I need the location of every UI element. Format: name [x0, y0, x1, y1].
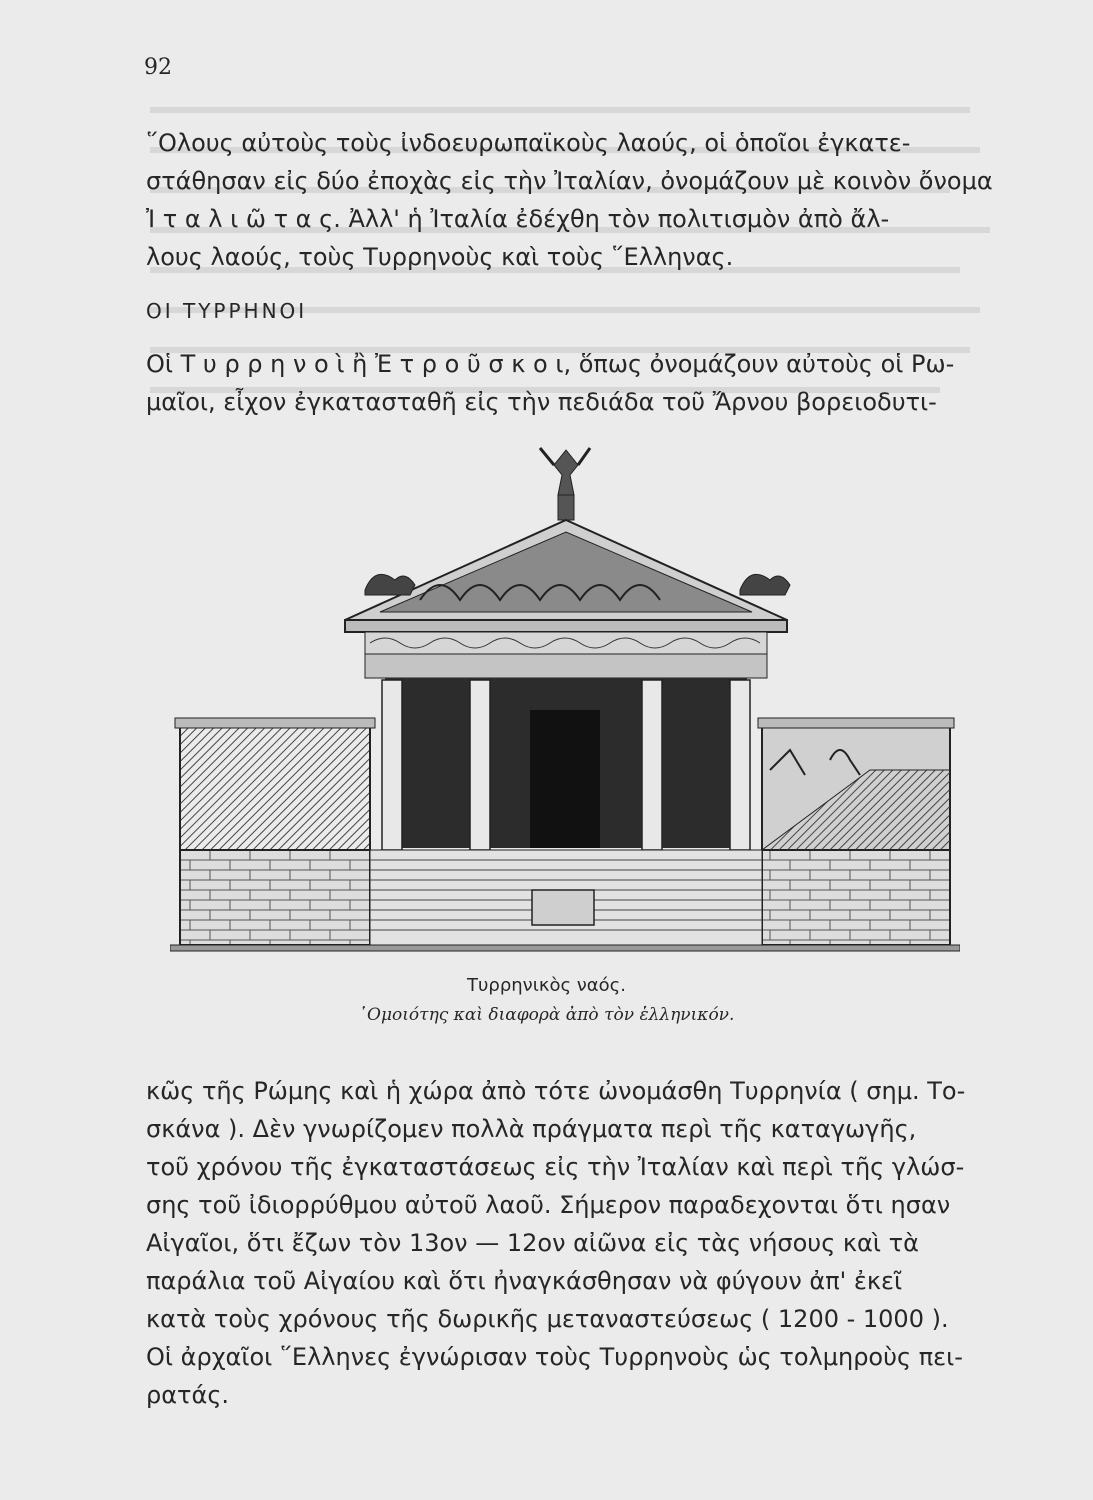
figure-caption-subtitle: ῾Ομοιότης καὶ διαφορὰ ἀπὸ τὸν ἑλληνικόν. — [358, 1005, 735, 1025]
paragraph-etruscans-intro — [146, 345, 982, 421]
text-line: Οἱ Τ υ ρ ρ η ν ο ὶ ἢ Ἐ τ ρ ο ῦ σ κ ο ι, ὅπως ὀνομάζουν αὐτοὺς οἱ Ρω- — [146, 350, 955, 378]
text-line: ρατάς. — [146, 1381, 230, 1409]
acroterion-statue — [540, 448, 590, 520]
text-line: μαῖοι, εἶχον ἐγκατασταθῆ εἰς τὴν πεδιάδα τοῦ Ἄρνου βορειοδυτι- — [146, 388, 937, 416]
text-line: Οἱ ἀρχαῖοι ῞Ελληνες ἐγνώρισαν τοὺς Τυρρηνοὺς ὡς τολμηροὺς πει- — [146, 1343, 963, 1371]
text-line: λους λαούς, τοὺς Τυρρηνοὺς καὶ τοὺς ῞Ελληνας. — [146, 243, 734, 271]
text-line: σκάνα ). Δὲν γνωρίζομεν πολλὰ πράγματα περὶ τῆς καταγωγῆς, — [146, 1115, 917, 1143]
paragraph-etruscans-origin — [146, 1072, 982, 1414]
figure-caption-title: Τυρρηνικὸς ναός. — [467, 975, 626, 996]
text-line: ῞Ολους αὐτοὺς τοὺς ἰνδοευρωπαϊκοὺς λαούς, οἱ ὁποῖοι ἐγκατε- — [146, 129, 911, 157]
text-line: κῶς τῆς Ρώμης καὶ ἡ χώρα ἀπὸ τότε ὠνομάσθη Τυρρηνία ( σημ. Το- — [146, 1077, 966, 1105]
paragraph-italiotes — [146, 124, 993, 276]
etruscan-temple-illustration — [170, 440, 960, 975]
text-line: στάθησαν εἰς δύο ἐποχὰς εἰς τὴν Ἰταλίαν, ὀνομάζουν μὲ κοινὸν ὄνομα — [146, 167, 993, 195]
text-line: Αἰγαῖοι, ὅτι ἔζων τὸν 13ον — 12ον αἰῶνα εἰς τὰς νήσους καὶ τὰ — [146, 1229, 919, 1257]
text-line: σης τοῦ ἰδιορρύθμου αὐτοῦ λαοῦ. Σήμερον παραδεχονται ὅτι ησαν — [146, 1191, 951, 1219]
pediment — [345, 520, 787, 620]
section-heading: ΟΙ ΤΥΡΡΗΝΟΙ — [146, 299, 308, 323]
text-line: κατὰ τοὺς χρόνους τῆς δωρικῆς μεταναστεύσεως ( 1200 - 1000 ). — [146, 1305, 949, 1333]
text-line: τοῦ χρόνου τῆς ἐγκαταστάσεως εἰς τὴν Ἰταλίαν καὶ περὶ τῆς γλώσ- — [146, 1153, 965, 1181]
page-number: 92 — [144, 55, 172, 80]
text-line: Ἰ τ α λ ι ῶ τ α ς. Ἀλλ' ἡ Ἰταλία ἐδέχθη τὸν πολιτισμὸν ἀπὸ ἄλ- — [146, 205, 890, 233]
text-line: παράλια τοῦ Αἰγαίου καὶ ὅτι ἠναγκάσθησαν νὰ φύγουν ἀπ' ἐκεῖ — [146, 1267, 903, 1295]
